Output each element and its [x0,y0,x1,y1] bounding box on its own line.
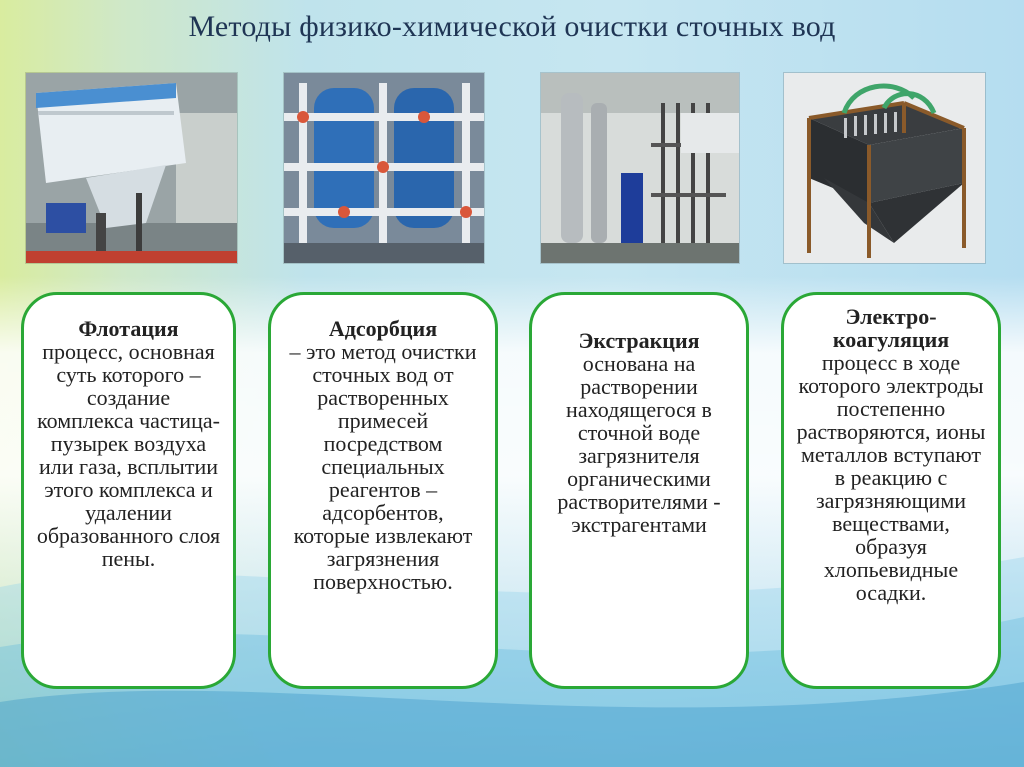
card-adsorption [268,292,498,689]
extraction-installation-photo [540,72,740,264]
adsorption-filter-photo [283,72,485,264]
card-title: Флотация [78,316,179,341]
card-text: основана на растворении находящегося в сточной воде загрязнителя органическими растворителями - экстрагентами [557,351,721,537]
electrocoagulation-tank-photo [783,72,986,264]
flotation-unit-photo [25,72,238,264]
slide-title: Методы физико-химической очистки сточных вод [188,10,836,43]
card-flotation [21,292,236,689]
card-text: процесс, основная суть которого – создание комплекса частица-пузырек воздуха или газа, всплытии этого комплекса и удалении образованного слоя пены. [36,339,221,571]
card-text: процесс в ходе которого электроды постепенно растворяются, ионы металлов вступают в реакцию с загрязняющими веществами, образуя хлопьевидные осадки. [796,350,986,605]
card-title: Экстракция [578,328,700,353]
card-extraction [529,292,749,689]
card-text: – это метод очистки сточных вод от растворенных примесей посредством специальных реагентов – адсорбентов, которые извлекают загрязнения поверхностью. [289,339,477,594]
card-title: Адсорбция [328,316,438,341]
card-electrocoagulation [781,292,1001,689]
card-title: Электро-коагуляция [832,304,950,352]
